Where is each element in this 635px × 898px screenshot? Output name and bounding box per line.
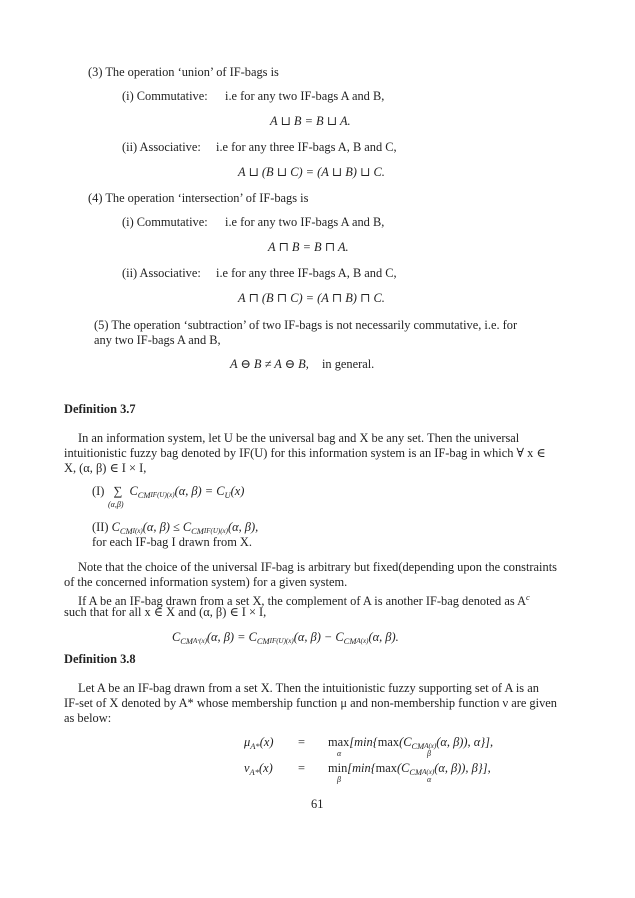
mu-rhs-sub: CM [411, 741, 425, 751]
nu-rhs-c: (α, β)), β}], [434, 761, 491, 775]
ceq-subsub3: A(x) [356, 637, 369, 645]
mu-inner-max: max [377, 735, 400, 749]
nu-rhs-sub: CM [409, 767, 423, 777]
nu-eq-sign: = [298, 761, 305, 775]
cond2-rhs-subsub: IF(U)(x) [203, 527, 228, 535]
mu-rhs [328, 735, 493, 754]
mu-symbol: μ [244, 735, 251, 749]
mu-outer-max: max [328, 735, 350, 749]
cond1-rhs-sub: U [224, 490, 231, 500]
summation-symbol: ∑ [113, 484, 123, 498]
item4-comm-label: (i) Commutative: [122, 215, 208, 229]
item5-eq-suffix: in general. [321, 357, 375, 371]
mu-lhs [244, 735, 273, 754]
ceq-subsub1: Aᶜ(x) [193, 637, 207, 645]
mu-sub: A* [250, 741, 260, 751]
cond2-label: (II) [92, 520, 109, 534]
ceq-end: (α, β). [368, 630, 399, 644]
cond1-args: (α, β) = C [174, 484, 225, 498]
ceq-sub3: CM [343, 636, 357, 646]
item3-assoc-label: (ii) Associative: [122, 140, 201, 154]
nu-sub: A* [249, 767, 259, 777]
nu-outer-index: β [337, 775, 341, 784]
cond2-lhs: C [111, 520, 120, 534]
nu-lhs [244, 761, 273, 780]
nu-arg: (x) [258, 761, 273, 775]
definition-3-7-title: Definition 3.7 [64, 402, 136, 416]
cond2-mid: (α, β) ≤ C [142, 520, 192, 534]
complement-equation [172, 630, 399, 649]
nu-rhs-subsub: A(x) [422, 768, 435, 776]
definition-3-8-title: Definition 3.8 [64, 652, 136, 666]
item4-assoc-equation: A ⊓ (B ⊓ C) = (A ⊓ B) ⊓ C. [238, 291, 385, 305]
note-line2: of the concerned information system) for a given system. [64, 575, 348, 589]
item3-comm-equation: A ⊔ B = B ⊔ A. [270, 114, 351, 128]
item3-comm-text: i.e for any two IF-bags A and B, [225, 89, 385, 103]
def37-para-line1: In an information system, let U be the universal bag and X be any set. Then the universal [78, 431, 520, 445]
mu-rhs-a: [min{ [349, 735, 378, 749]
nu-rhs-b: (C [397, 761, 410, 775]
def38-para-line1: Let A be an IF-bag drawn from a set X. Then the intuitionistic fuzzy supporting set of A is an [78, 681, 539, 695]
item4-comm-equation: A ⊓ B = B ⊓ A. [268, 240, 349, 254]
nu-outer-min: min [328, 761, 348, 775]
complement-line1-text: If A be an IF-bag drawn from a set X, the complement of A is another IF-bag denoted as A [78, 594, 527, 608]
def38-para-line3: as below: [64, 711, 112, 725]
cond1-subsub: IF(U)(x) [150, 491, 175, 499]
item3-heading: (3) The operation ‘union’ of IF-bags is [88, 65, 279, 79]
cond1-sub: CM [137, 490, 151, 500]
mu-rhs-c: (α, β)), α}], [436, 735, 494, 749]
item5-line1: (5) The operation ‘subtraction’ of two IF-bags is not necessarily commutative, i.e. for [94, 318, 518, 332]
item5-line2: any two IF-bags A and B, [94, 333, 221, 347]
item5-equation [230, 357, 374, 372]
cond2-rhs-sub: CM [191, 526, 204, 536]
nu-rhs [328, 761, 491, 780]
item4-comm-text: i.e for any two IF-bags A and B, [225, 215, 385, 229]
item3-comm-label: (i) Commutative: [122, 89, 208, 103]
mu-arg: (x) [259, 735, 274, 749]
mu-rhs-b: (C [399, 735, 412, 749]
def38-para-line2: IF-set of X denoted by A* whose membership function μ and non-membership function ν are given [64, 696, 557, 710]
ceq-subsub2: IF(U)(x) [269, 637, 294, 645]
item4-assoc-text: i.e for any three IF-bags A, B and C, [216, 266, 397, 280]
ceq-sub2: CM [256, 636, 270, 646]
item5-eq-body: A ⊖ B ≠ A ⊖ B, [230, 357, 309, 371]
page-number: 61 [311, 797, 324, 811]
cond2-lhs-subsub: I(x) [132, 527, 143, 535]
def37-para-line3: X, (α, β) ∈ I × I, [64, 461, 147, 475]
ceq-c1: C [172, 630, 181, 644]
mu-rhs-subsub: A(x) [424, 742, 437, 750]
summation-index: (α,β) [108, 500, 124, 509]
complement-superscript: c [526, 592, 530, 602]
cond1-label: (I) [92, 484, 105, 498]
mu-eq-sign: = [298, 735, 305, 749]
nu-inner-index: α [427, 775, 432, 784]
cond2-sub: CM [119, 526, 133, 536]
ceq-sub1: CM [180, 636, 194, 646]
ceq-mid: (α, β) = C [206, 630, 257, 644]
item4-assoc-label: (ii) Associative: [122, 266, 201, 280]
complement-line2: such that for all x ∈ X and (α, β) ∈ I × I, [64, 605, 267, 619]
cond1-lhs: C [129, 484, 138, 498]
nu-inner-max: max [375, 761, 397, 775]
ceq-minus: (α, β) − C [293, 630, 344, 644]
def37-para-line2: intuitionistic fuzzy bag denoted by IF(U) for this information system is an IF-bag in which ∀ x ∈ [64, 446, 546, 460]
mu-inner-index: β [427, 749, 431, 758]
nu-rhs-a: [min{ [347, 761, 376, 775]
item3-assoc-equation: A ⊔ (B ⊔ C) = (A ⊔ B) ⊔ C. [238, 165, 385, 179]
item4-heading: (4) The operation ‘intersection’ of IF-bags is [88, 191, 309, 205]
mu-outer-index: α [337, 749, 342, 758]
note-line1: Note that the choice of the universal IF-bag is arbitrary but fixed(depending upon the constraints [78, 560, 557, 574]
nu-symbol: ν [244, 761, 250, 775]
cond1-rhs-args: (x) [230, 484, 245, 498]
item3-assoc-text: i.e for any three IF-bags A, B and C, [216, 140, 397, 154]
cond2-line2: for each IF-bag I drawn from X. [92, 535, 252, 549]
cond2-end: (α, β), [227, 520, 259, 534]
